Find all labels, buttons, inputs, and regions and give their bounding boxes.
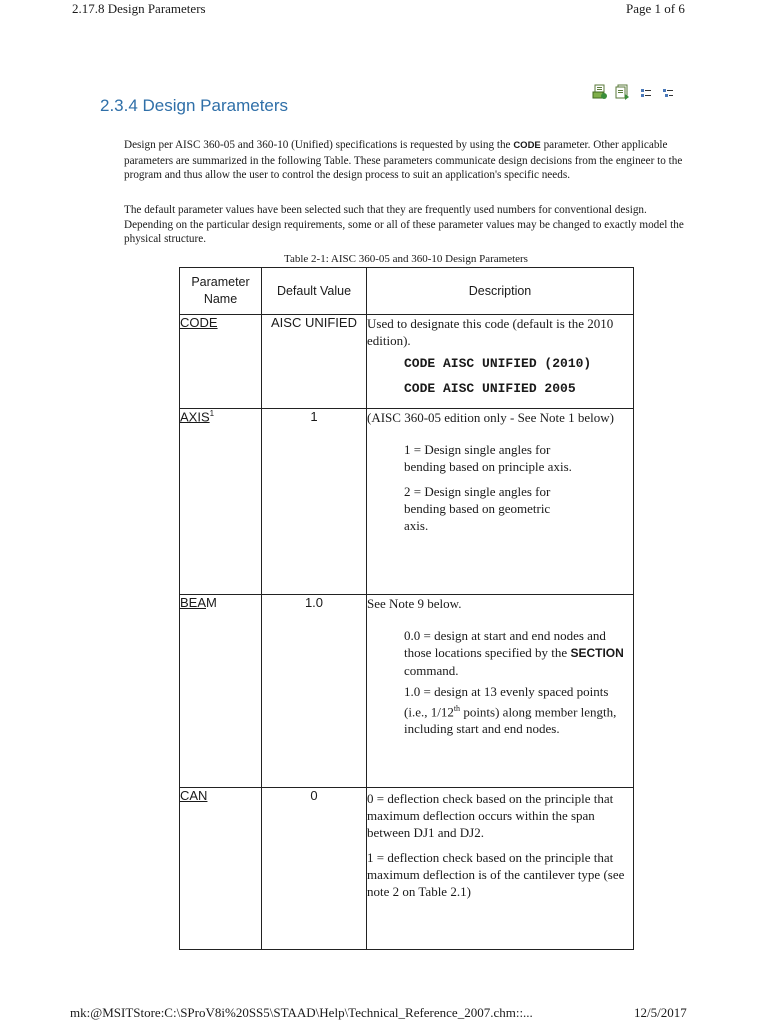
table-row xyxy=(180,315,634,409)
beam-option-0: 0.0 = design at start and end nodes and those locations specified by the SECTION command. xyxy=(404,628,624,678)
param-default: 1.0 xyxy=(262,595,367,788)
header-description: Description xyxy=(367,268,634,315)
param-default: 0 xyxy=(262,788,367,950)
table-header-row xyxy=(180,268,634,315)
param-name-axis[interactable]: AXIS$^1$ xyxy=(180,409,262,595)
param-default: 1 xyxy=(262,409,367,595)
beam-option-1: 1.0 = design at 13 evenly spaced points (i.e., 1/12th points) along member length, including start and end nodes. xyxy=(404,684,617,737)
collapse-all-icon[interactable] xyxy=(640,84,656,100)
header-topic-title: 2.17.8 Design Parameters xyxy=(72,1,206,16)
table-row xyxy=(180,409,634,595)
param-description: Used to designate this code (default is the 2010 edition). CODE AISC UNIFIED (2010) CODE AISC UNIFIED 2005 xyxy=(367,315,634,409)
page-footer xyxy=(0,1005,768,1024)
param-name-beam[interactable]: BEAM xyxy=(180,595,262,788)
param-description: (AISC 360-05 edition only - See Note 1 below) 1 = Design single angles for bending based on principle axis. 2 = Design single angles for bending based on geometric axis. xyxy=(367,409,634,595)
table-caption: Table 2-1: AISC 360-05 and 360-10 Design Parameters xyxy=(284,253,528,265)
print-topic-icon[interactable] xyxy=(592,84,608,100)
print-all-icon[interactable] xyxy=(614,84,630,100)
table-row xyxy=(180,595,634,788)
param-name-can[interactable]: CAN xyxy=(180,788,262,950)
table-row xyxy=(180,788,634,950)
design-parameters-table xyxy=(179,267,634,950)
param-name-code[interactable]: CODE xyxy=(180,315,262,409)
intro-paragraph: Design per AISC 360-05 and 360-10 (Unified) specifications is requested by using the CODE parameter. Other applicable parameters are summarized in the following Table. These parameters communicate design decisions from the engineer to the program and thus allow the user to control the design process to suit an application's specific needs. xyxy=(124,139,683,182)
param-description: 0 = deflection check based on the principle that maximum deflection occurs within the span between DJ1 and DJ2. 1 = deflection check based on the principle that maximum deflection is of the cantilever type (see note 2 on Table 2.1) xyxy=(367,788,634,950)
header-default-value: Default Value xyxy=(262,268,367,315)
page-header xyxy=(0,0,768,20)
param-default: AISC UNIFIED xyxy=(262,315,367,409)
header-parameter-name: Parameter Name xyxy=(180,268,262,315)
footer-print-date: 12/5/2017 xyxy=(634,1005,687,1020)
param-description: See Note 9 below. 0.0 = design at start and end nodes and those locations specified by the SECTION command. 1.0 = design at 13 evenly spaced points (i.e., 1/12th points) along member length, including start and end nodes. xyxy=(367,595,634,788)
footer-source-url: mk:@MSITStore:C:\SProV8i%20SS5\STAAD\Help\Technical_Reference_2007.chm::... xyxy=(70,1005,533,1020)
section-keyword: SECTION xyxy=(570,646,624,660)
defaults-paragraph: The default parameter values have been selected such that they are frequently used numbers for conventional design. Depending on the particular design requirements, some or all of these parameter values may be changed to exactly model the physical structure. xyxy=(124,204,684,246)
header-page-number: Page 1 of 6 xyxy=(626,1,685,16)
code-keyword: CODE xyxy=(513,140,541,151)
expand-all-icon[interactable] xyxy=(662,84,678,100)
page-title: 2.3.4 Design Parameters xyxy=(100,96,289,115)
